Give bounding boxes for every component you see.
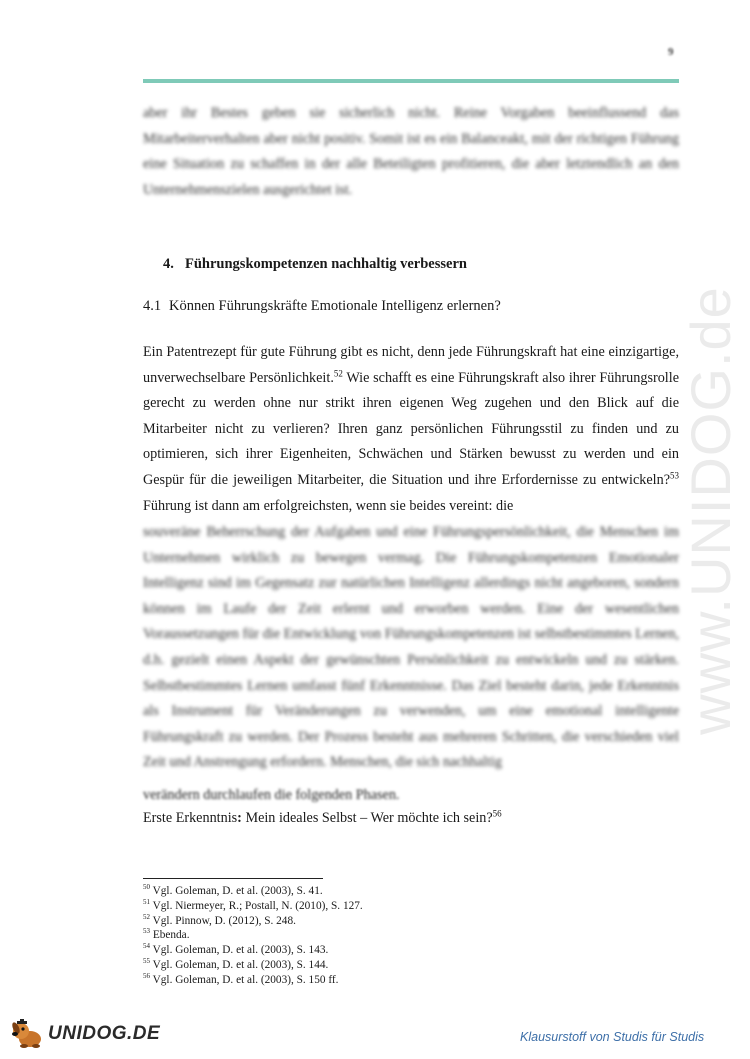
footnote-text: Vgl. Goleman, D. et al. (2003), S. 150 ff. xyxy=(150,973,339,986)
footnote-text: Vgl. Goleman, D. et al. (2003), S. 41. xyxy=(150,885,323,897)
body-sentence-1: Ein Patentrezept für gute Führung gibt es nicht, denn jede Führungskraft hat eine einzigartige, unverwechselbare Persönlichkeit. xyxy=(143,344,679,386)
first-insight-line xyxy=(143,810,502,827)
phases-line: verändern durchlaufen die folgenden Phasen. xyxy=(143,787,400,803)
section-title: Führungskompetenzen nachhaltig verbessern xyxy=(185,256,467,272)
body-sentence-3: Führung ist dann am erfolgreichsten, wenn sie beides vereint: die xyxy=(143,497,514,514)
footnote xyxy=(143,973,363,988)
unidog-logo[interactable] xyxy=(10,1019,160,1049)
dog-mascot-icon xyxy=(10,1019,46,1049)
footnote-text: Vgl. Goleman, D. et al. (2003), S. 144. xyxy=(150,958,329,971)
page-number: 9 xyxy=(668,46,674,58)
body-paragraph-blurred: souveräne Beherrschung der Aufgaben und eine Führungspersönlichkeit, die Menschen im Unternehmen wirklich zu bewegen vermag. Die Führungskompetenzen Emotionaler Intelligenz sind im Gegensatz zur natürlichen Intelligenz allerdings nicht angeboren, sondern können im Laufe der Zeit erlernt und erworben werden. Eine der wesentlichen Voraussetzungen für die Entwicklung von Führungskompetenzen ist selbstbestimmtes Lernen, d.h. gezielt einen Aspekt der gewünschten Persönlichkeit zu entwickeln und zu stärken. Selbstbestimmtes Lernen umfasst fünf Erkenntnisse. Das Ziel besteht darin, jede Erkenntnis als Instrument für Veränderungen zu verwenden, um eine emotional intelligente Führungskraft zu werden. Der Prozess besteht aus mehreren Schritten, die verschieden viel Zeit und Anstrengung erfordern. Menschen, die sich nachhaltig xyxy=(143,524,679,771)
subsection-number: 4.1 xyxy=(143,298,162,314)
subsection-heading xyxy=(143,298,501,315)
section-heading xyxy=(163,256,467,273)
body-paragraph xyxy=(143,340,679,519)
footnote-ref-56: 56 xyxy=(492,808,502,819)
subsection-title: Können Führungskräfte Emotionale Intelligenz erlernen? xyxy=(169,298,501,314)
footnote xyxy=(143,884,363,899)
footnote xyxy=(143,914,363,929)
footnote-text: Vgl. Goleman, D. et al. (2003), S. 143. xyxy=(150,944,329,957)
footnote-text: Ebenda. xyxy=(150,929,190,942)
footnote-number: 56 xyxy=(143,972,150,981)
intro-paragraph-blurred: aber ihr Bestes geben sie sicherlich nicht. Reine Vorgaben beeinflussend das Mitarbeiterverhalten aber nicht positiv. Somit ist es ein Balanceakt, mit der richtigen Führung eine Situation zu schaffen in der alle Beteiligten profitieren, die aber letztendlich an den Unternehmenszielen ausgerichtet ist. xyxy=(143,105,679,198)
watermark-text: www.UNIDOG.de xyxy=(678,285,742,735)
first-insight-colon: : xyxy=(237,810,242,826)
header-rule xyxy=(143,79,679,83)
section-number: 4. xyxy=(163,256,174,272)
footnote xyxy=(143,958,363,973)
footnote-separator xyxy=(143,878,323,879)
watermark xyxy=(655,285,750,735)
footnote-number: 55 xyxy=(143,957,150,966)
first-insight-label: Erste Erkenntnis xyxy=(143,810,238,826)
footnotes xyxy=(143,884,363,988)
footnote xyxy=(143,928,363,943)
footnote xyxy=(143,899,363,914)
footnote-ref-53: 53 xyxy=(670,470,679,481)
body-sentence-2: Wie schafft es eine Führungskraft also ihrer Führungsrolle gerecht zu werden ohne nur strikt ihren eigenen Weg zugehen und den Blick auf die Mitarbeiter nicht zu verlieren? Ihren ganz persönlichen Führungsstil zu finden und zu optimieren, sich ihrer Eigenheiten, Schwächen und Stärken bewusst zu werden und ein Gespür für die jeweiligen Mitarbeiter, die Situation und ihre Erfordernisse zu entwickeln? xyxy=(143,369,679,488)
footnote-text: Vgl. Pinnow, D. (2012), S. 248. xyxy=(150,914,296,927)
logo-text: UNIDOG.DE xyxy=(48,1023,161,1044)
tagline: Klausurstoff von Studis für Studis xyxy=(520,1030,705,1044)
footnote-text: Vgl. Niermeyer, R.; Postall, N. (2010), S. 127. xyxy=(150,899,363,912)
footnote-ref-52: 52 xyxy=(333,367,343,378)
footnote-number: 53 xyxy=(143,927,150,936)
footnote-number: 50 xyxy=(143,883,150,892)
footnote-number: 54 xyxy=(143,942,150,951)
footnote-number: 52 xyxy=(143,912,150,921)
footnote xyxy=(143,943,363,958)
first-insight-text: Mein ideales Selbst – Wer möchte ich sein? xyxy=(241,810,493,826)
footnote-number: 51 xyxy=(143,898,150,907)
